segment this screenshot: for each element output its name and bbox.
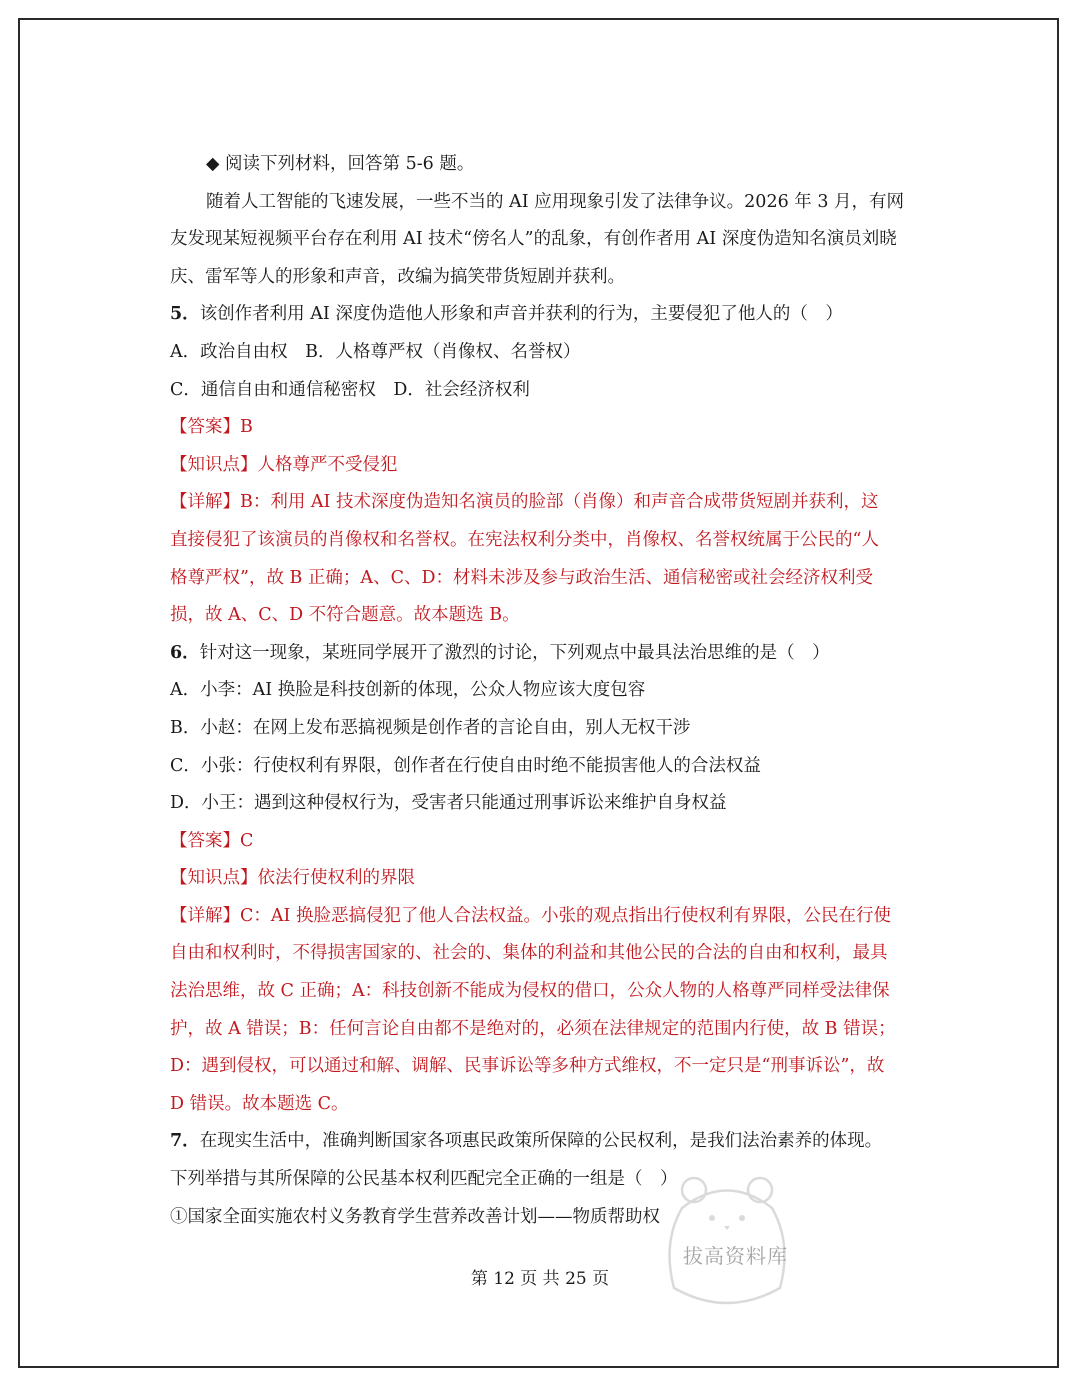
question-6-option-b: B．小赵：在网上发布恶搞视频是创作者的言论自由，别人无权干涉 bbox=[170, 717, 691, 738]
question-text: 针对这一现象，某班同学展开了激烈的讨论，下列观点中最具法治思维的是（ ） bbox=[199, 642, 830, 663]
question-5-answer: 【答案】B bbox=[170, 417, 253, 438]
question-6-option-a: A．小李：AI 换脸是科技创新的体现，公众人物应该大度包容 bbox=[170, 680, 646, 701]
question-6-detail: D：遇到侵权，可以通过和解、调解、民事诉讼等多种方式维权，不一定只是“刑事诉讼”，故 bbox=[170, 1056, 885, 1077]
question-5-options: A．政治自由权 B．人格尊严权（肖像权、名誉权） bbox=[170, 341, 581, 362]
question-7-stem bbox=[170, 1123, 915, 1161]
watermark-text: 拔高资料库 bbox=[683, 1244, 788, 1268]
question-6-stem bbox=[170, 635, 915, 673]
question-5-stem bbox=[170, 296, 915, 334]
question-6-detail: 自由和权利时，不得损害国家的、社会的、集体的利益和其他公民的合法的自由和权利，最具 bbox=[170, 943, 888, 964]
question-5-detail: 【详解】B：利用 AI 技术深度伪造知名演员的脸部（肖像）和声音合成带货短剧并获利，这 bbox=[170, 492, 879, 513]
question-5-knowledge: 【知识点】人格尊严不受侵犯 bbox=[170, 454, 398, 475]
question-6-knowledge: 【知识点】依法行使权利的界限 bbox=[170, 868, 415, 889]
question-6-option-d: D．小王：遇到这种侵权行为，受害者只能通过刑事诉讼来维护自身权益 bbox=[170, 793, 727, 814]
material-line: 随着人工智能的飞速发展，一些不当的 AI 应用现象引发了法律争议。2026 年 3 月，有网 bbox=[206, 191, 905, 212]
question-number: 7． bbox=[170, 1131, 200, 1152]
question-5-detail: 损，故 A、C、D 不符合题意。故本题选 B。 bbox=[170, 605, 520, 626]
question-number: 6． bbox=[170, 642, 200, 663]
question-number: 5． bbox=[170, 304, 200, 325]
page-footer: 第 12 页 共 25 页 bbox=[470, 1269, 610, 1289]
question-text: 该创作者利用 AI 深度伪造他人形象和声音并获利的行为，主要侵犯了他人的（ ） bbox=[199, 304, 843, 325]
question-6-answer: 【答案】C bbox=[170, 830, 254, 851]
question-7-stem-2: 下列举措与其所保障的公民基本权利匹配完全正确的一组是（ ） bbox=[170, 1169, 678, 1190]
question-6-detail: 【详解】C：AI 换脸恶搞侵犯了他人合法权益。小张的观点指出行使权利有界限，公民在行使 bbox=[170, 905, 892, 926]
question-6-detail: 护，故 A 错误；B：任何言论自由都不是绝对的，必须在法律规定的范围内行使，故 B 错误； bbox=[170, 1018, 896, 1039]
material-header: ◆ 阅读下列材料，回答第 5-6 题。 bbox=[206, 154, 475, 174]
page-content bbox=[170, 146, 915, 1236]
question-6-detail: D 错误。故本题选 C。 bbox=[170, 1093, 349, 1114]
question-text: 在现实生活中，准确判断国家各项惠民政策所保障的公民权利，是我们法治素养的体现。 bbox=[199, 1131, 883, 1152]
question-5-options: C．通信自由和通信秘密权 D．社会经济权利 bbox=[170, 379, 530, 400]
material-line: 友发现某短视频平台存在利用 AI 技术“傍名人”的乱象，有创作者用 AI 深度伪造知名演员刘晓 bbox=[170, 229, 897, 250]
question-5-detail: 格尊严权”，故 B 正确；A、C、D：材料未涉及参与政治生活、通信秘密或社会经济权利受 bbox=[170, 567, 873, 588]
question-5-detail: 直接侵犯了该演员的肖像权和名誉权。在宪法权利分类中，肖像权、名誉权统属于公民的“人 bbox=[170, 529, 879, 550]
question-6-option-c: C．小张：行使权利有界限，创作者在行使自由时绝不能损害他人的合法权益 bbox=[170, 755, 761, 776]
material-line: 庆、雷军等人的形象和声音，改编为搞笑带货短剧并获利。 bbox=[170, 266, 625, 287]
question-6-detail: 法治思维，故 C 正确；A：科技创新不能成为侵权的借口，公众人物的人格尊严同样受法律保 bbox=[170, 981, 890, 1002]
question-7-item-1: ①国家全面实施农村义务教育学生营养改善计划——物质帮助权 bbox=[170, 1206, 660, 1227]
